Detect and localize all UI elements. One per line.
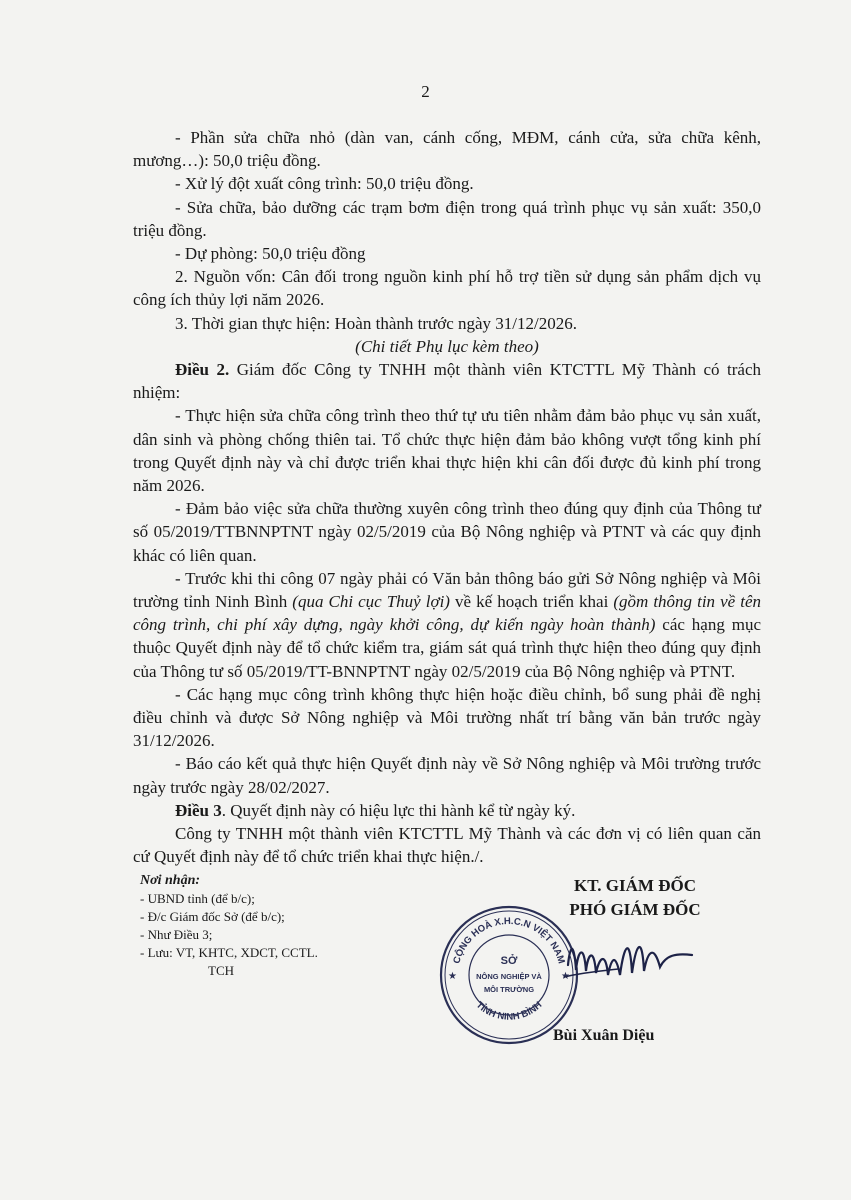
seal-ring-text: CỘNG HOÀ X.H.C.N VIỆT NAM <box>451 915 567 965</box>
recipients-block <box>140 872 318 980</box>
page-number: 2 <box>421 82 430 101</box>
official-seal <box>438 904 580 1046</box>
text-run: về kế hoạch triển khai <box>449 592 614 612</box>
seal-center-text: SỞ <box>500 955 518 967</box>
recipient-item: - Đ/c Giám đốc Sở (để b/c); <box>140 909 285 924</box>
text-run-italic: (qua Chi cục Thuỷ lợi) <box>292 592 450 612</box>
text-run: - Trước khi thi công 07 ngày phải có Văn bản thông báo gửi Sở Nông nghiệp và Môi trường tỉnh Ninh Bình <box>133 568 761 612</box>
recipient-item: - Lưu: VT, KHTC, XDCT, CCTL. <box>140 945 318 960</box>
article-3 <box>133 799 761 822</box>
article-2 <box>133 358 761 404</box>
paragraph: - Các hạng mục công trình không thực hiện hoặc điều chỉnh, bổ sung phải đề nghị điều chỉnh và được Sở Nông nghiệp và Môi trường nhất trí bằng văn bản trước ngày 31/12/2026. <box>133 684 761 751</box>
paragraph: - Đảm bảo việc sửa chữa thường xuyên công trình theo đúng quy định của Thông tư số 05/2019/TTBNNPTNT ngày 02/5/2019 của Bộ Nông nghiệp và PTNT và các quy định khác có liên quan. <box>133 499 761 565</box>
seal-center-text: MÔI TRƯỜNG <box>483 985 535 994</box>
paragraph: - Phần sửa chữa nhỏ (dàn van, cánh cống, MĐM, cánh cửa, sửa chữa kênh, mương…): 50,0 triệu đồng. <box>133 128 761 171</box>
text-run-italic: (gồm thông tin về tên công trình, chi phí xây dựng, ngày khởi công, dự kiến ngày hoàn thành) <box>133 592 761 635</box>
paragraph: 2. Nguồn vốn: Cân đối trong nguồn kinh phí hỗ trợ tiền sử dụng sản phẩm dịch vụ công ích thủy lợi năm 2026. <box>133 267 761 310</box>
handwritten-signature <box>560 925 700 995</box>
paragraph <box>133 567 761 683</box>
text-run: các hạng mục thuộc Quyết định này để tổ chức kiểm tra, giám sát quá trình thực hiện theo đúng quy định của Thông tư số 05/2019/TT-BNNPTNT ngày 02/5/2019 của Bộ Nông nghiệp và PTNT. <box>133 615 761 681</box>
recipient-item: - UBND tỉnh (để b/c); <box>140 891 255 906</box>
paragraph: - Xử lý đột xuất công trình: 50,0 triệu đồng. <box>175 174 474 194</box>
recipient-item: - Như Điều 3; <box>140 927 213 942</box>
article-label: Điều 2. <box>175 360 230 380</box>
paragraph: - Dự phòng: 50,0 triệu đồng <box>175 244 366 264</box>
signature-title-line: KT. GIÁM ĐỐC <box>574 876 696 895</box>
paragraph: Công ty TNHH một thành viên KTCTTL Mỹ Thành và các đơn vị có liên quan căn cứ Quyết định này để tổ chức triển khai thực hiện./. <box>133 824 761 867</box>
seal-star-icon: ★ <box>448 971 457 982</box>
seal-bottom-text: TỈNH NINH BÌNH <box>473 999 545 1023</box>
paragraph: - Thực hiện sửa chữa công trình theo thứ tự ưu tiên nhằm đảm bảo phục vụ sản xuất, dân sinh và phòng chống thiên tai. Tổ chức thực hiện đảm bảo không vượt tổng kinh phí trong Quyết định này và chỉ được triển khai thực hiện khi cân đối được đủ kinh phí trong năm 2026. <box>133 406 761 496</box>
appendix-note: (Chi tiết Phụ lục kèm theo) <box>355 336 539 356</box>
recipients-title: Nơi nhận: <box>140 873 201 888</box>
document-body <box>133 126 761 869</box>
article-text: . Quyết định này có hiệu lực thi hành kể từ ngày ký. <box>221 800 576 820</box>
paragraph: - Báo cáo kết quả thực hiện Quyết định này về Sở Nông nghiệp và Môi trường trước ngày trước ngày 28/02/2027. <box>133 754 761 797</box>
paragraph: - Sửa chữa, bảo dưỡng các trạm bơm điện trong quá trình phục vụ sản xuất: 350,0 triệu đồng. <box>133 197 761 240</box>
seal-star-icon: ★ <box>561 971 570 982</box>
signature-title-line: PHÓ GIÁM ĐỐC <box>569 900 701 919</box>
paragraph: 3. Thời gian thực hiện: Hoàn thành trước ngày 31/12/2026. <box>175 313 577 333</box>
recipient-item: TCH <box>208 963 234 978</box>
seal-center-text: NÔNG NGHIỆP VÀ <box>476 972 542 981</box>
article-text: Giám đốc Công ty TNHH một thành viên KTCTTL Mỹ Thành có trách nhiệm: <box>133 360 761 403</box>
signer-name: Bùi Xuân Diệu <box>553 1027 655 1044</box>
svg-text:TỈNH NINH BÌNH <box>474 1000 545 1023</box>
article-label: Điều 3 <box>175 800 222 820</box>
